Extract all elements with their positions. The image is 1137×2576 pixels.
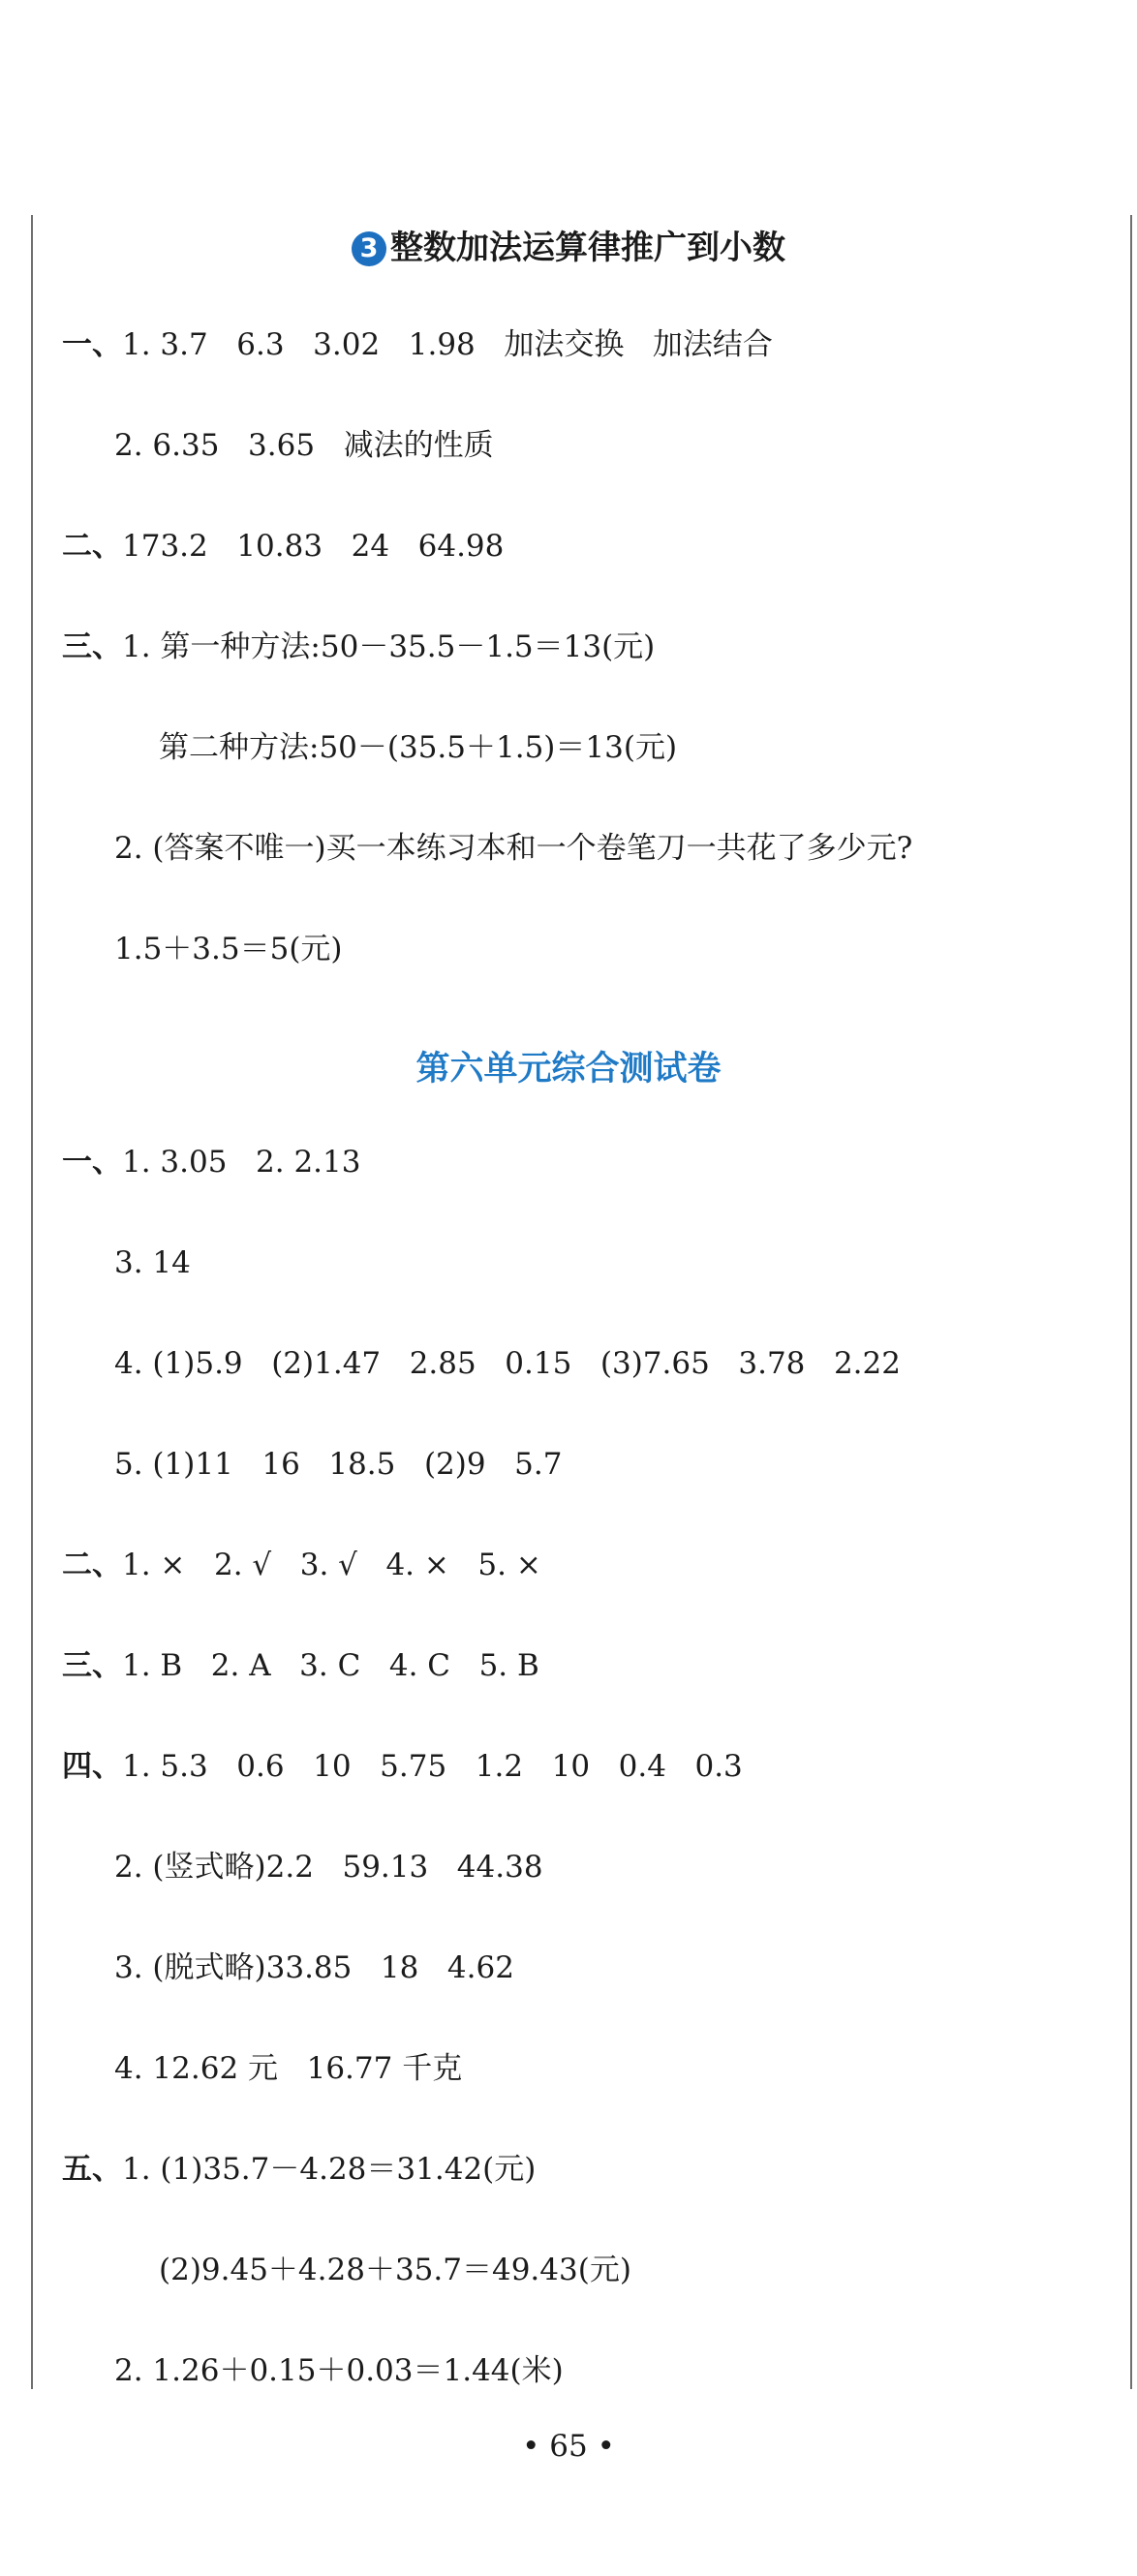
answer-line [62, 1546, 541, 1584]
answer-text: 4. 12.62 元 16.77 千克 [114, 2051, 463, 2086]
question-group-label: 三、 [62, 629, 122, 664]
answer-line [62, 1143, 360, 1181]
answer-text: 2. (答案不唯一)买一本练习本和一个卷笔刀一共花了多少元? [114, 831, 913, 866]
answer-text: 3. (脱式略)33.85 18 4.62 [114, 1950, 514, 1985]
answer-line [114, 1445, 562, 1484]
answer-text: 4. (1)5.9 (2)1.47 2.85 0.15 (3)7.65 3.78 2.22 [114, 1346, 901, 1381]
answer-text: 第二种方法:50－(35.5＋1.5)＝13(元) [159, 730, 678, 765]
answer-text: 1. B 2. A 3. C 4. C 5. B [122, 1648, 539, 1683]
answer-text: (2)9.45＋4.28＋35.7＝49.43(元) [159, 2253, 631, 2287]
answer-text: 3. 14 [114, 1245, 191, 1280]
answer-text: 1. 3.7 6.3 3.02 1.98 加法交换 加法结合 [122, 327, 773, 362]
answer-text: 2. 1.26＋0.15＋0.03＝1.44(米) [114, 2353, 564, 2388]
section-number-badge: 3 [352, 231, 386, 266]
section1-title-text: 整数加法运算律推广到小数 [390, 229, 785, 267]
section2-title: 第六单元综合测试卷 [415, 1050, 722, 1089]
left-border-line [31, 215, 33, 2389]
answer-line [114, 1344, 901, 1383]
answer-text: 2. 6.35 3.65 减法的性质 [114, 428, 494, 463]
answer-text: 1. 5.3 0.6 10 5.75 1.2 10 0.4 0.3 [122, 1749, 743, 1784]
question-group-label: 四、 [62, 1749, 122, 1784]
question-group-label: 一、 [62, 327, 122, 362]
answer-text: 5. (1)11 16 18.5 (2)9 5.7 [114, 1447, 563, 1482]
answer-line [62, 628, 655, 666]
answer-text: 173.2 10.83 24 64.98 [122, 529, 505, 564]
page-number: • 65 • [522, 2429, 615, 2464]
answer-line [62, 527, 504, 566]
answer-line [62, 2150, 536, 2189]
question-group-label: 五、 [62, 2152, 122, 2187]
right-border-line [1130, 215, 1132, 2389]
answer-text: 1. (1)35.7－4.28＝31.42(元) [122, 2152, 537, 2187]
answer-line [114, 829, 912, 868]
answer-text: 2. (竖式略)2.2 59.13 44.38 [114, 1850, 543, 1885]
answer-text: 1.5＋3.5＝5(元) [114, 932, 343, 966]
answer-line [114, 1948, 514, 1987]
answer-line [114, 1243, 191, 1282]
question-group-label: 二、 [62, 529, 122, 564]
answer-line [159, 2251, 631, 2289]
answer-line [114, 930, 343, 968]
answer-line [114, 426, 494, 465]
question-group-label: 一、 [62, 1145, 122, 1180]
section1-title [0, 221, 1137, 268]
answer-line [114, 2351, 564, 2390]
answer-line [62, 1747, 743, 1786]
answer-line [62, 325, 773, 364]
question-group-label: 二、 [62, 1548, 122, 1582]
answer-text: 1. 第一种方法:50－35.5－1.5＝13(元) [122, 629, 656, 664]
answer-line [62, 1646, 539, 1685]
answer-line [114, 2049, 462, 2088]
answer-line [159, 728, 677, 767]
question-group-label: 三、 [62, 1648, 122, 1683]
answer-line [114, 1848, 543, 1886]
answer-text: 1. 3.05 2. 2.13 [122, 1145, 361, 1180]
answer-text: 1. × 2. √ 3. √ 4. × 5. × [122, 1548, 541, 1582]
